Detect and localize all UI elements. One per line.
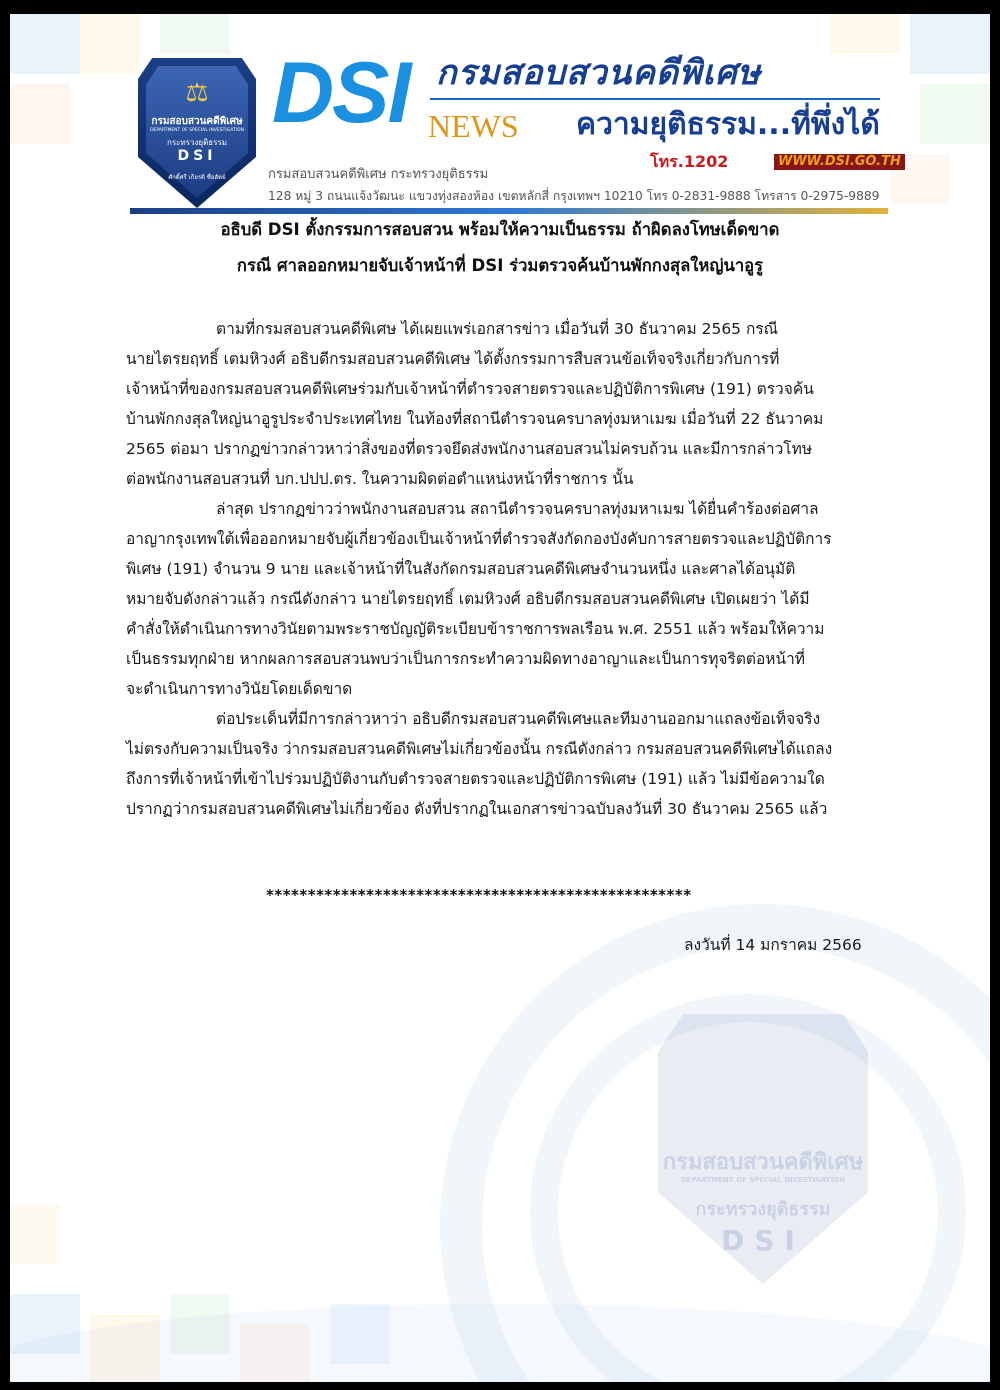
bg-square <box>80 14 140 74</box>
logo-text-motto: ศักดิ์ศรี เกียรติ ซื่อสัตย์ <box>168 174 226 181</box>
body-line: นายไตรยฤทธิ์ เตมหิวงศ์ อธิบดีกรมสอบสวนคดีพิเศษ ได้ตั้งกรรมการสืบสวนข้อเท็จจริงเกี่ยวกับการที่ <box>126 350 780 368</box>
logo-text-en: DEPARTMENT OF SPECIAL INVESTIGATION <box>150 128 244 133</box>
bg-square <box>910 14 990 74</box>
body-line: ต่อประเด็นที่มีการกล่าวหาว่า อธิบดีกรมสอบสวนคดีพิเศษและทีมงานออกมาแถลงข้อเท็จจริง <box>216 710 821 728</box>
body-line: อาญากรุงเทพใต้เพื่อออกหมายจับผู้เกี่ยวข้องเป็นเจ้าหน้าที่ตำรวจสังกัดกองบังคับการสายตรวจและปฏิบัติการ <box>126 530 832 548</box>
body-line: คำสั่งให้ดำเนินการทางวินัยตามพระราชบัญญัติระเบียบข้าราชการพลเรือน พ.ศ. 2551 แล้ว พร้อมให้ความ <box>126 620 825 638</box>
bg-square <box>920 84 990 144</box>
body-line: พิเศษ (191) จำนวน 9 นาย และเจ้าหน้าที่ในสังกัดกรมสอบสวนคดีพิเศษจำนวนหนึ่ง และศาลได้อนุมัติ <box>126 560 796 578</box>
watermark-line1: กรมสอบสวนคดีพิเศษ <box>662 1150 864 1175</box>
issue-date: ลงวันที่ 14 มกราคม 2566 <box>684 936 862 954</box>
slogan: ความยุติธรรม...ที่พึ่งได้ <box>576 107 880 142</box>
watermark-line3: กระทรวงยุติธรรม <box>695 1199 831 1220</box>
body-line: ล่าสุด ปรากฏข่าวว่าพนักงานสอบสวน สถานีตำรวจนครบาลทุ่งมหาเมฆ ได้ยื่นคำร้องต่อศาล <box>216 500 819 518</box>
logo-text-ministry: กระทรวงยุติธรรม <box>166 138 228 147</box>
body-line: เป็นธรรมทุกฝ่าย หากผลการสอบสวนพบว่าเป็นการกระทำความผิดทางอาญาและเป็นการทุจริตต่อหน้าที่ <box>126 650 806 668</box>
separator-stars: *************************************************** <box>266 886 692 904</box>
body-line: ต่อพนักงานสอบสวนที่ บก.ปปป.ตร. ในความผิดต่อตำแหน่งหน้าที่ราชการ นั้น <box>126 470 634 488</box>
ministry-line: กรมสอบสวนคดีพิเศษ กระทรวงยุติธรรม <box>268 167 489 182</box>
bg-square <box>160 14 230 54</box>
website-link[interactable]: WWW.DSI.GO.TH <box>774 154 905 170</box>
headline-line: อธิบดี DSI ตั้งกรรมการสอบสวน พร้อมให้ความเป็นธรรม ถ้าผิดลงโทษเด็ดขาด <box>220 220 780 239</box>
bg-square <box>10 1204 60 1264</box>
body-line: เจ้าหน้าที่ของกรมสอบสวนคดีพิเศษร่วมกับเจ้าหน้าที่ตำรวจสายตรวจและปฏิบัติการพิเศษ (191) ตรวจค้น <box>126 380 814 398</box>
bg-square <box>10 14 80 74</box>
body-line: ถึงการที่เจ้าหน้าที่เข้าไปร่วมปฏิบัติงานกับตำรวจสายตรวจและปฏิบัติการพิเศษ (191) แล้ว ไม่มีข้อความใด <box>126 770 825 788</box>
header-rule <box>430 98 880 100</box>
logo-text-dsi: DSI <box>177 148 217 164</box>
body-line: ไม่ตรงกับความเป็นจริง ว่ากรมสอบสวนคดีพิเศษไม่เกี่ยวข้องนั้น กรณีดังกล่าว กรมสอบสวนคดีพิเศษได้แถลง <box>126 740 833 758</box>
logo-text-top: กรมสอบสวนคดีพิเศษ <box>151 116 243 127</box>
headline-line: กรณี ศาลออกหมายจับเจ้าหน้าที่ DSI ร่วมตรวจค้นบ้านพักกงสุลใหญ่นาอูรู <box>236 256 764 275</box>
dsi-wordmark: DSI <box>272 45 410 141</box>
bg-square <box>10 84 70 144</box>
header-bar <box>130 208 888 214</box>
watermark-dsi: DSI <box>721 1224 805 1257</box>
hotline: โทร.1202 <box>650 152 729 171</box>
body-line: ตามที่กรมสอบสวนคดีพิเศษ ได้เผยแพร่เอกสารข่าว เมื่อวันที่ 30 ธันวาคม 2565 กรณี <box>216 320 779 338</box>
body-line: 2565 ต่อมา ปรากฏข่าวกล่าวหาว่าสิ่งของที่ตรวจยึดส่งพนักงานสอบสวนไม่ครบถ้วน และมีการกล่าวโทษ <box>126 440 813 458</box>
body-line: บ้านพักกงสุลใหญ่นาอูรูประจำประเทศไทย ในท้องที่สถานีตำรวจนครบาลทุ่งมหาเมฆ เมื่อวันที่ 22 ธันวาคม <box>126 410 824 428</box>
news-label: NEWS <box>428 108 519 144</box>
press-release-page <box>10 14 990 1382</box>
watermark-line2: DEPARTMENT OF SPECIAL INVESTIGATION <box>680 1176 846 1184</box>
body-line: หมายจับดังกล่าวแล้ว กรณีดังกล่าว นายไตรยฤทธิ์ เตมหิวงศ์ อธิบดีกรมสอบสวนคดีพิเศษ เปิดเผยว่า ได้มี <box>126 590 810 608</box>
department-name: กรมสอบสวนคดีพิเศษ <box>436 53 761 93</box>
body-line: ปรากฏว่ากรมสอบสวนคดีพิเศษไม่เกี่ยวข้อง ดังที่ปรากฏในเอกสารข่าวฉบับลงวันที่ 30 ธันวาคม 2565 แล้ว <box>126 800 828 818</box>
address-line: 128 หมู่ 3 ถนนแจ้งวัฒนะ แขวงทุ่งสองห้อง เขตหลักสี่ กรุงเทพฯ 10210 โทร 0-2831-9888 โทรสาร 0-2975-9889 <box>268 189 880 203</box>
logo-scales-icon: ⚖ <box>185 78 209 108</box>
body-line: จะดำเนินการทางวินัยโดยเด็ดขาด <box>126 680 353 698</box>
bg-square <box>830 14 900 54</box>
